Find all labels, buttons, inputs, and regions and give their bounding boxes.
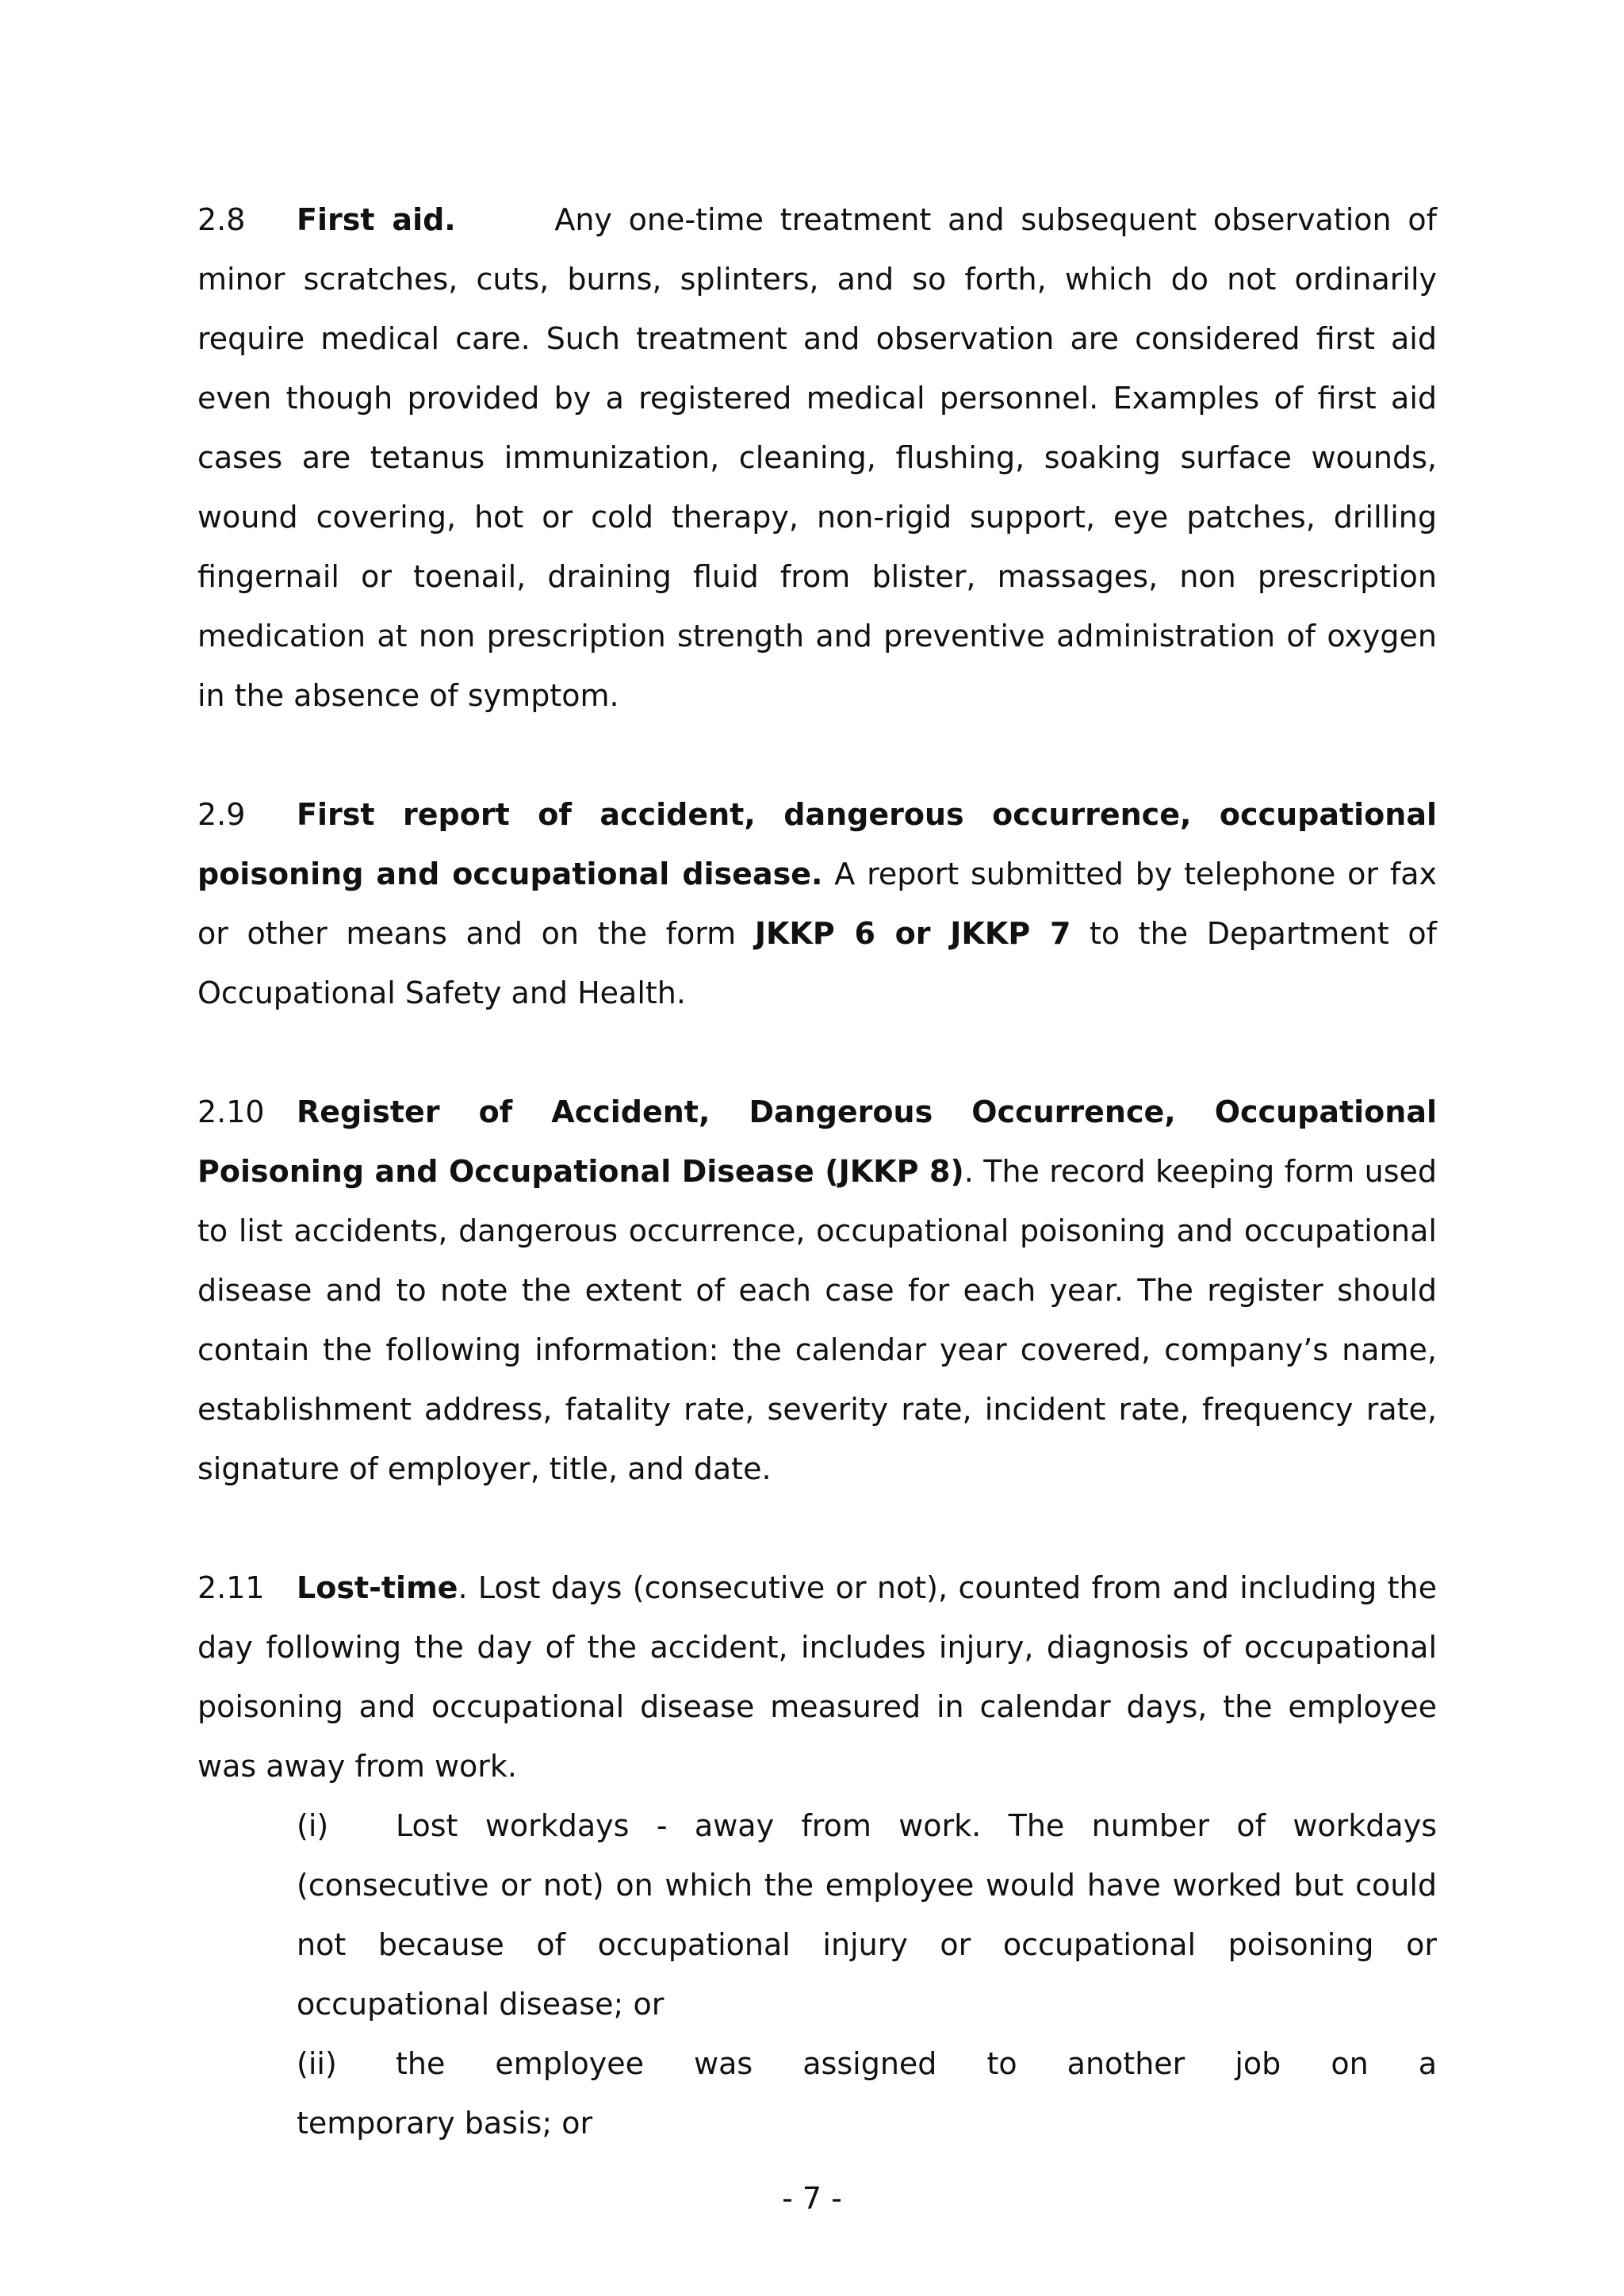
section-title: Lost-time: [297, 1570, 458, 1605]
form-reference: JKKP 6 or JKKP 7: [754, 916, 1071, 951]
list-item-text-continued: temporary basis; or: [297, 2106, 593, 2141]
section-body: . Lost days (consecutive or not), counted from and including the day following the day of the accident, includes injury, diagnosis of occupational poisoning and occupational disease measured in calendar days, the employee was away from work.: [197, 1570, 1437, 1784]
section-number: 2.8: [197, 202, 246, 237]
list-item-text: Lost workdays - away from work. The number of workdays (consecutive or not) on which the employee would have worked but could not because of occupational injury or occupational poisoning or occupational disease; or: [297, 1808, 1437, 2022]
section-2-8: [197, 190, 1437, 726]
section-number: 2.9: [197, 797, 246, 832]
section-body: . The record keeping form used to list accidents, dangerous occurrence, occupational poisoning and occupational disease and to note the extent of each case for each year. The register should contain the following information: the calendar year covered, company’s name, establishment address, fatality rate, severity rate, incident rate, frequency rate, signature of employer, title, and date.: [197, 1154, 1437, 1486]
document-body: [197, 190, 1437, 2153]
section-2-10: [197, 1083, 1437, 1499]
section-number: 2.10: [197, 1094, 265, 1129]
section-title: First report of accident, dangerous occurrence, occupational poisoning and occupational disease.: [197, 797, 1437, 891]
section-title: First aid.: [297, 202, 456, 237]
section-title: Register of Accident, Dangerous Occurrence, Occupational Poisoning and Occupational Disease (JKKP 8): [197, 1094, 1437, 1189]
list-item-marker: (ii): [297, 2046, 337, 2081]
section-2-9: [197, 785, 1437, 1023]
section-body-continued: to the Department of Occupational Safety and Health.: [197, 916, 1437, 1010]
list-item-continuation: [297, 2094, 1437, 2153]
list-item-marker: (i): [297, 1808, 329, 1843]
section-number: 2.11: [197, 1570, 265, 1605]
page-number: - 7 -: [782, 2181, 842, 2216]
list-item: [297, 2034, 1437, 2094]
list-item: [297, 1796, 1437, 2034]
section-2-11: [197, 1558, 1437, 1796]
section-body: Any one-time treatment and subsequent observation of minor scratches, cuts, burns, splinters, and so forth, which do not ordinarily require medical care. Such treatment and observation are considered first aid even though provided by a registered medical personnel. Examples of first aid cases are tetanus immunization, cleaning, flushing, soaking surface wounds, wound covering, hot or cold therapy, non-rigid support, eye patches, drilling fingernail or toenail, draining fluid from blister, massages, non prescription medication at non prescription strength and preventive administration of oxygen in the absence of symptom.: [197, 202, 1437, 713]
section-body: A report submitted by telephone or fax or other means and on the form: [197, 857, 1437, 951]
list-item-text: the employee was assigned to another job on a: [396, 2046, 1437, 2081]
